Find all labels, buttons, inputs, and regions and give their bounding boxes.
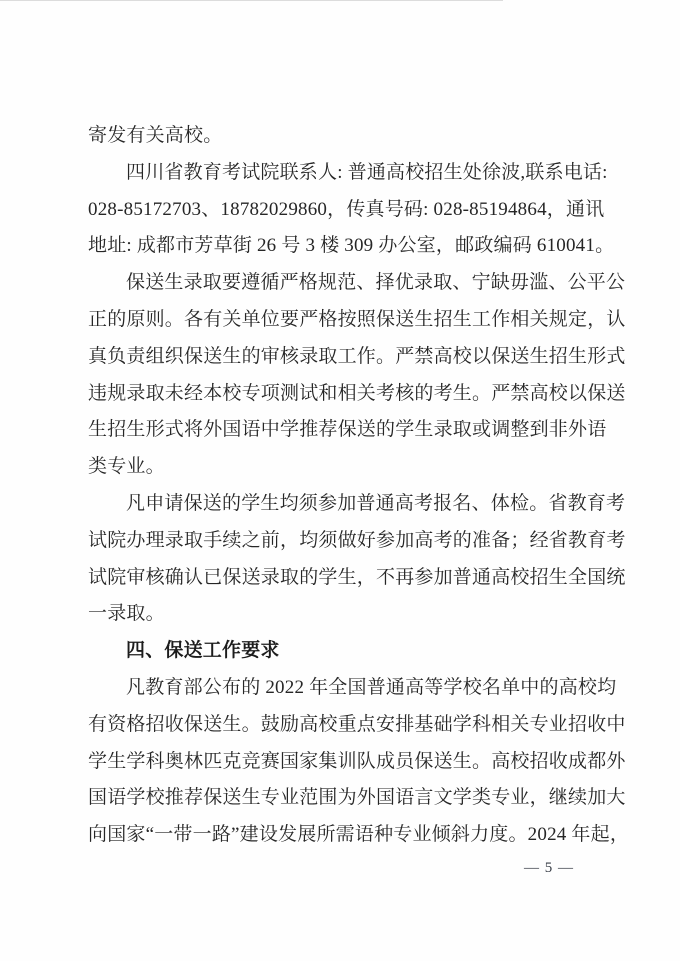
- scan-artifact-line: [0, 0, 503, 1]
- text-line: 真负责组织保送生的审核录取工作。严禁高校以保送生招生形式: [88, 345, 626, 367]
- text-line: 国语学校推荐保送生专业范围为外国语言文学类专业，继续加大: [88, 787, 626, 809]
- text-line: 正的原则。各有关单位要严格按照保送生招生工作相关规定，认: [88, 308, 626, 330]
- text-line: 四川省教育考试院联系人: 普通高校招生处徐波,联系电话:: [126, 161, 608, 183]
- text-line: 向国家“一带一路”建设发展所需语种专业倾斜力度。2024 年起，: [88, 824, 630, 846]
- text-line: 试院审核确认已保送录取的学生，不再参加普通高校招生全国统: [88, 566, 626, 588]
- text-line: 类专业。: [88, 456, 165, 478]
- text-line: 028-85172703、18782029860，传真号码: 028-85194864，通讯: [88, 198, 605, 220]
- document-text-block: [88, 118, 630, 854]
- text-line: 寄发有关高校。: [88, 125, 223, 146]
- text-line: 保送生录取要遵循严格规范、择优录取、宁缺毋滥、公平公: [126, 272, 626, 294]
- page-number: — 5 —: [524, 860, 574, 876]
- text-line: 试院办理录取手续之前，均须做好参加高考的准备；经省教育考: [88, 529, 626, 551]
- text-line: 地址: 成都市芳草街 26 号 3 楼 309 办公室，邮政编码 610041。: [88, 235, 615, 257]
- text-line: 凡申请保送的学生均须参加普通高考报名、体检。省教育考: [126, 492, 626, 514]
- section-heading: 四、保送工作要求: [126, 640, 280, 662]
- text-line: 违规录取未经本校专项测试和相关考核的考生。严禁高校以保送: [88, 382, 626, 404]
- text-line: 生招生形式将外国语中学推荐保送的学生录取或调整到非外语: [88, 419, 607, 441]
- text-line: 学生学科奥林匹克竞赛国家集训队成员保送生。高校招收成都外: [88, 750, 626, 772]
- text-line: 一录取。: [88, 603, 165, 625]
- text-line: 有资格招收保送生。鼓励高校重点安排基础学科相关专业招收中: [88, 713, 626, 735]
- text-line: 凡教育部公布的 2022 年全国普通高等学校名单中的高校均: [126, 676, 617, 698]
